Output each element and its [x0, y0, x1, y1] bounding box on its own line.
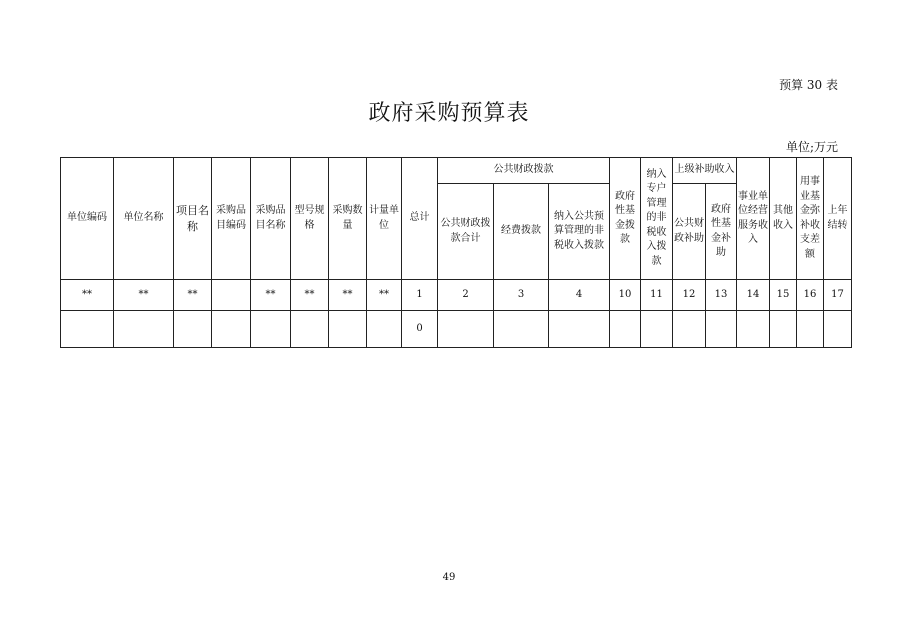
- form-number: 预算 30 表: [779, 78, 838, 92]
- data-cell: [494, 311, 549, 348]
- data-cell: [114, 311, 174, 348]
- col-header-purchase-name: 采购品目名称: [251, 158, 291, 280]
- data-cell: [797, 311, 824, 348]
- col-header-superior-subsidy: 上级补助收入: [673, 158, 737, 184]
- col-header-fund-offset: 用事业基金弥补收支差额: [797, 158, 824, 280]
- col-header-spec: 型号规格: [291, 158, 329, 280]
- col-header-purchase-code: 采购品目编码: [212, 158, 251, 280]
- data-cell: [367, 311, 402, 348]
- col-header-gov-fund-subsidy: 政府性基金补助: [706, 184, 737, 280]
- col-header-measure-unit: 计量单位: [367, 158, 402, 280]
- data-cell: [438, 311, 494, 348]
- number-cell: **: [114, 280, 174, 311]
- number-cell: 1: [402, 280, 438, 311]
- col-header-unit-name: 单位名称: [114, 158, 174, 280]
- data-cell: [770, 311, 797, 348]
- col-header-other-income: 其他收入: [770, 158, 797, 280]
- total-value-cell: 0: [402, 311, 438, 348]
- data-cell: [610, 311, 641, 348]
- data-cell: [212, 311, 251, 348]
- number-cell: **: [367, 280, 402, 311]
- col-header-special-non-tax: 纳入专户管理的非税收入拨款: [641, 158, 673, 280]
- number-cell: 14: [737, 280, 770, 311]
- data-cell: [291, 311, 329, 348]
- number-cell: 10: [610, 280, 641, 311]
- col-header-gov-fund: 政府性基金拨款: [610, 158, 641, 280]
- number-cell: 17: [824, 280, 852, 311]
- col-header-unit-code: 单位编码: [61, 158, 114, 280]
- data-cell: [329, 311, 367, 348]
- number-cell: **: [61, 280, 114, 311]
- number-cell: **: [329, 280, 367, 311]
- data-cell: [61, 311, 114, 348]
- col-header-public-finance: 公共财政拨款: [438, 158, 610, 184]
- col-header-total: 总计: [402, 158, 438, 280]
- col-header-item-name: 项目名称: [174, 158, 212, 280]
- number-cell: **: [174, 280, 212, 311]
- number-cell: **: [251, 280, 291, 311]
- number-cell: 12: [673, 280, 706, 311]
- data-cell: [737, 311, 770, 348]
- number-cell: [212, 280, 251, 311]
- col-header-business-income: 事业单位经营服务收入: [737, 158, 770, 280]
- number-cell: **: [291, 280, 329, 311]
- data-cell: [251, 311, 291, 348]
- data-cell: [706, 311, 737, 348]
- col-header-prior-carryover: 上年结转: [824, 158, 852, 280]
- number-cell: 3: [494, 280, 549, 311]
- col-header-public-finance-sum: 公共财政拨款合计: [438, 184, 494, 280]
- table-row: [61, 311, 852, 348]
- col-header-public-finance-subsidy: 公共财政补助: [673, 184, 706, 280]
- table-row: [61, 280, 852, 311]
- number-cell: 11: [641, 280, 673, 311]
- number-cell: 15: [770, 280, 797, 311]
- col-header-quantity: 采购数量: [329, 158, 367, 280]
- page-number: 49: [442, 572, 456, 583]
- procurement-budget-table: [60, 157, 852, 348]
- col-header-non-tax: 纳入公共预算管理的非税收入拨款: [549, 184, 610, 280]
- number-cell: 13: [706, 280, 737, 311]
- number-cell: 2: [438, 280, 494, 311]
- data-cell: [174, 311, 212, 348]
- col-header-funding: 经费拨款: [494, 184, 549, 280]
- page-title: 政府采购预算表: [368, 101, 530, 126]
- data-cell: [824, 311, 852, 348]
- unit-label: 单位;万元: [785, 140, 838, 154]
- data-cell: [641, 311, 673, 348]
- data-cell: [673, 311, 706, 348]
- number-cell: 4: [549, 280, 610, 311]
- number-cell: 16: [797, 280, 824, 311]
- data-cell: [549, 311, 610, 348]
